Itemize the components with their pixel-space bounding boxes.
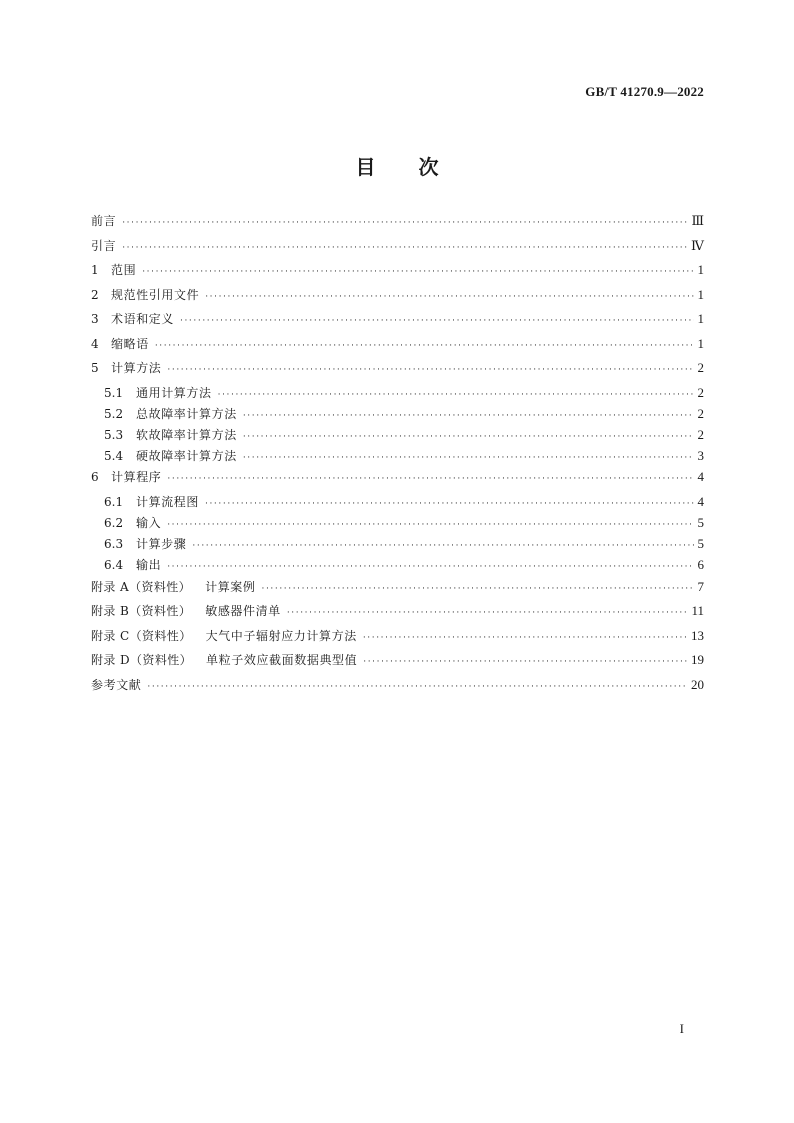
- toc-page-number: Ⅳ: [691, 237, 704, 253]
- toc-section-number: 3: [91, 312, 99, 326]
- toc-dot-leader: [363, 655, 687, 669]
- toc-entry[interactable]: [91, 428, 704, 449]
- toc-section-number: 6: [91, 470, 99, 485]
- toc-dot-leader: [155, 339, 694, 353]
- toc-page-number: 2: [697, 405, 704, 421]
- toc-entry-title: 总故障率计算方法: [136, 406, 237, 421]
- toc-entry-title: 输出: [136, 558, 162, 573]
- toc-entry[interactable]: [91, 361, 704, 386]
- toc-page-number: 11: [691, 603, 704, 618]
- toc-dot-leader: [167, 518, 693, 532]
- toc-entry[interactable]: [91, 653, 704, 678]
- toc-section-number: 2: [91, 287, 99, 302]
- toc-dot-leader: [142, 265, 693, 279]
- toc-page-number: 2: [697, 360, 704, 375]
- toc-annex-label: 附录 A（资料性）: [91, 579, 192, 594]
- toc-dot-leader: [122, 241, 687, 255]
- toc-entry-title: 范围: [111, 263, 137, 277]
- toc-entry[interactable]: [91, 629, 704, 654]
- toc-page-number: 2: [697, 384, 704, 400]
- toc-section-number: 5.3: [104, 427, 124, 442]
- toc-page-number: 1: [697, 262, 704, 277]
- toc-section-number: 5.2: [104, 406, 124, 421]
- toc-page-number: 13: [691, 627, 704, 643]
- toc-page-number: 7: [697, 578, 704, 594]
- toc-entry-title: 计算程序: [111, 470, 162, 485]
- toc-section-number: 1: [91, 263, 99, 277]
- toc-entry[interactable]: [91, 678, 704, 703]
- toc-entry[interactable]: [91, 337, 704, 362]
- toc-entry[interactable]: [91, 263, 704, 288]
- toc-dot-leader: [243, 430, 694, 444]
- toc-page-number: 3: [697, 448, 704, 464]
- toc-entry-title: 计算流程图: [136, 494, 200, 509]
- toc-page-number: 5: [697, 514, 704, 530]
- toc-entry-title: 参考文献: [91, 677, 142, 692]
- toc-entry[interactable]: [91, 470, 704, 495]
- toc-dot-leader: [262, 582, 694, 596]
- toc-dot-leader: [218, 388, 694, 402]
- toc-entry[interactable]: [91, 604, 704, 629]
- toc-entry[interactable]: [91, 288, 704, 313]
- toc-entry-title: 单粒子效应截面数据典型值: [206, 653, 358, 667]
- toc-dot-leader: [167, 363, 693, 377]
- toc-page-number: 20: [691, 676, 704, 692]
- toc-entry-title: 敏感器件清单: [205, 604, 281, 618]
- toc-section-number: 5.1: [104, 385, 124, 400]
- toc-entry[interactable]: [91, 312, 704, 337]
- toc-entry-title: 计算方法: [111, 361, 162, 375]
- toc-entry-title: 硬故障率计算方法: [136, 449, 237, 464]
- toc-dot-leader: [147, 680, 687, 694]
- toc-page-number: 2: [697, 426, 704, 442]
- toc-entry[interactable]: [91, 516, 704, 537]
- toc-entry-title: 通用计算方法: [136, 385, 212, 400]
- toc-entry-title: 缩略语: [111, 336, 149, 351]
- toc-dot-leader: [243, 451, 694, 465]
- toc-entry[interactable]: [91, 580, 704, 605]
- toc-dot-leader: [122, 216, 687, 230]
- toc-page-number: 5: [697, 536, 704, 552]
- toc-page-number: Ⅲ: [691, 213, 704, 228]
- toc-entry-title: 软故障率计算方法: [136, 427, 237, 442]
- toc-dot-leader: [192, 539, 693, 553]
- toc-page-number: 4: [697, 469, 704, 485]
- toc-entry[interactable]: [91, 407, 704, 428]
- toc-section-number: 4: [91, 336, 99, 351]
- toc-entry-title: 大气中子辐射应力计算方法: [205, 628, 357, 643]
- toc-annex-label: 附录 D（资料性）: [91, 653, 193, 667]
- toc-page-number: 1: [697, 286, 704, 302]
- toc-entry-title: 计算案例: [205, 579, 256, 594]
- toc-entry[interactable]: [91, 495, 704, 516]
- toc-entry[interactable]: [91, 537, 704, 558]
- toc-dot-leader: [287, 606, 688, 620]
- toc-dot-leader: [205, 290, 693, 304]
- toc-section-number: 6.4: [104, 558, 124, 573]
- page-title: 目 次: [355, 155, 439, 179]
- toc-page-number: 4: [697, 493, 704, 509]
- toc-entry[interactable]: [91, 214, 704, 239]
- toc-dot-leader: [243, 409, 694, 423]
- toc-entry-title: 计算步骤: [136, 537, 187, 552]
- toc-annex-label: 附录 C（资料性）: [91, 628, 192, 643]
- toc-entry-title: 规范性引用文件: [111, 287, 200, 302]
- toc-dot-leader: [167, 560, 693, 574]
- document-code: GB/T 41270.9—2022: [585, 84, 704, 99]
- toc-entry-title: 输入: [136, 515, 162, 530]
- toc-section-number: 6.3: [104, 537, 124, 552]
- toc-dot-leader: [363, 631, 687, 645]
- toc-dot-leader: [180, 314, 693, 328]
- toc-entry-title: 引言: [91, 238, 117, 253]
- toc-dot-leader: [167, 472, 693, 486]
- toc-entry[interactable]: [91, 239, 704, 264]
- toc-section-number: 5: [91, 361, 99, 375]
- toc-entry-title: 术语和定义: [111, 312, 175, 326]
- toc-entry[interactable]: [91, 558, 704, 579]
- toc-page-number: 6: [697, 557, 704, 573]
- toc-page-number: 1: [697, 311, 704, 326]
- toc-page-number: 1: [697, 335, 704, 351]
- toc-entry[interactable]: [91, 386, 704, 407]
- table-of-contents: [91, 214, 704, 702]
- toc-page-number: 19: [691, 652, 704, 667]
- toc-section-number: 5.4: [104, 449, 124, 464]
- toc-entry[interactable]: [91, 449, 704, 470]
- toc-dot-leader: [205, 497, 693, 511]
- toc-annex-label: 附录 B（资料性）: [91, 604, 192, 618]
- toc-section-number: 6.2: [104, 515, 124, 530]
- page-number: I: [679, 1021, 684, 1036]
- toc-section-number: 6.1: [104, 494, 124, 509]
- toc-entry-title: 前言: [91, 214, 117, 228]
